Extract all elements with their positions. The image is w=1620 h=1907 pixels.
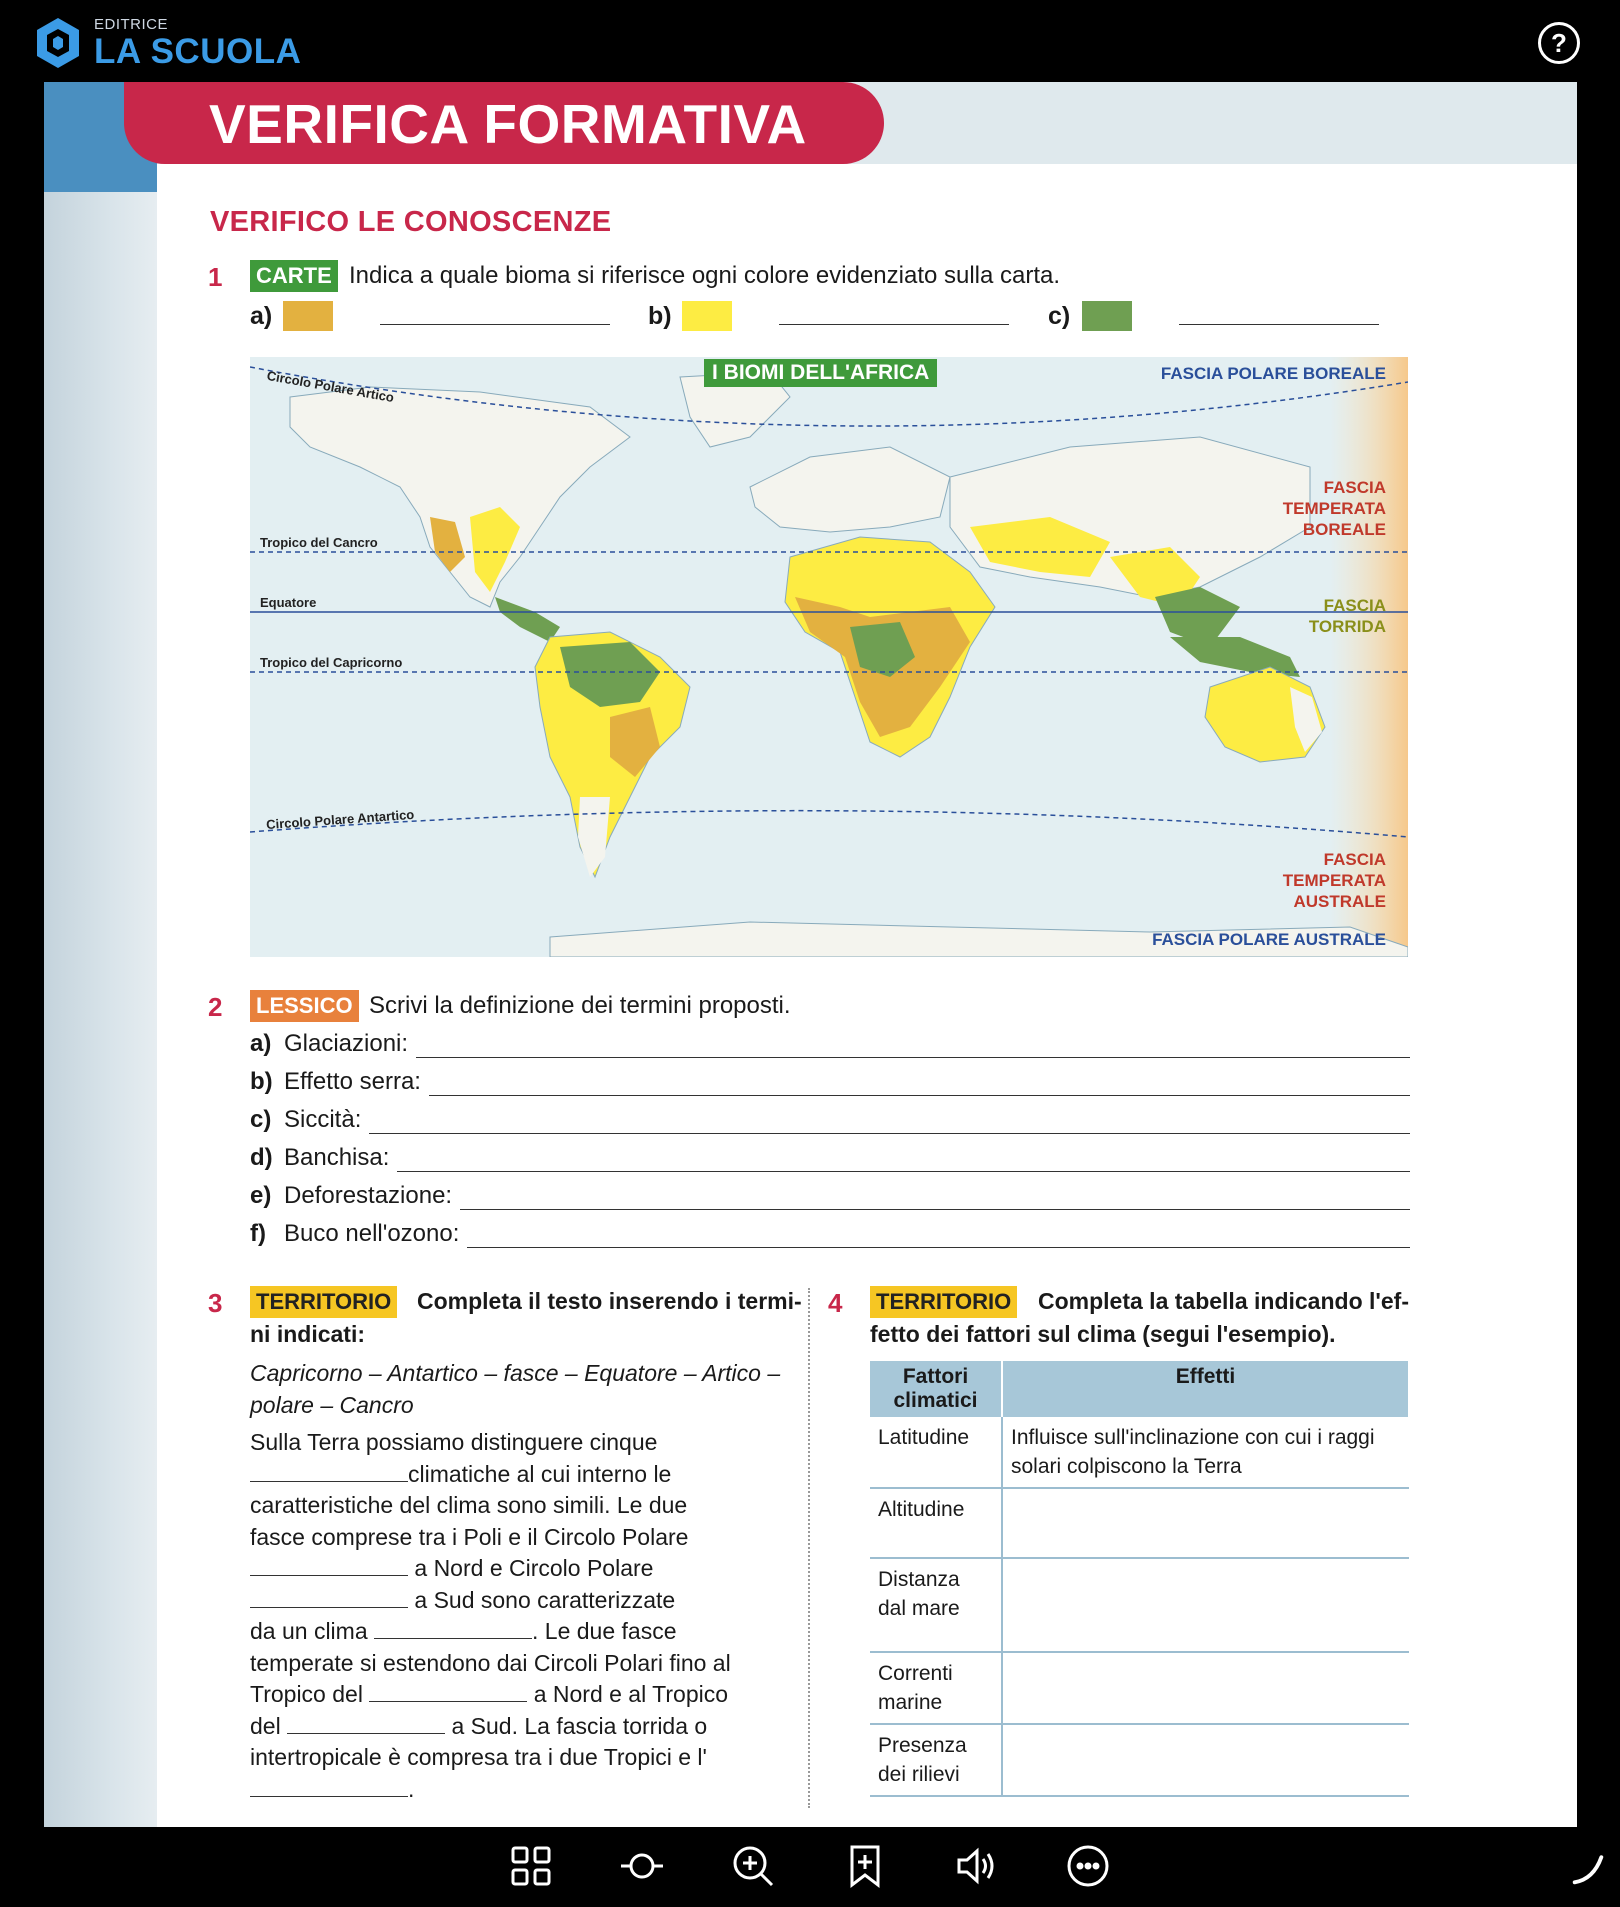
question-number-2: 2 — [208, 992, 223, 1022]
answer-blank-a[interactable] — [380, 324, 610, 325]
world-biome-map — [250, 357, 1408, 957]
blank-artico[interactable] — [250, 1555, 408, 1576]
swatch-b — [682, 301, 732, 331]
question-4-text-1: Completa la tabella indicando l'ef- — [1038, 1288, 1409, 1314]
pen-icon[interactable] — [1570, 1851, 1606, 1887]
more-icon[interactable] — [1065, 1843, 1111, 1889]
brand-small: EDITRICE — [94, 16, 169, 33]
option-a-label: a) — [250, 302, 273, 330]
definition-row-b[interactable]: b) Effetto serra: — [250, 1068, 1410, 1096]
blank-antartico[interactable] — [250, 1587, 408, 1608]
question-number-1: 1 — [208, 262, 223, 292]
effect-cell-currents[interactable] — [1002, 1652, 1409, 1724]
tropic-cancer-label: Tropico del Cancro — [260, 535, 378, 550]
hexagon-logo-icon — [34, 16, 82, 70]
bottom-toolbar — [0, 1827, 1620, 1907]
section-title: VERIFICO LE CONOSCENZE — [210, 206, 612, 238]
blank-polare[interactable] — [374, 1618, 532, 1639]
question-number-4: 4 — [828, 1288, 843, 1318]
definition-row-d[interactable]: d) Banchisa: — [250, 1144, 1410, 1172]
answer-blank-c[interactable] — [1179, 324, 1379, 325]
effect-cell-reliefs[interactable] — [1002, 1724, 1409, 1796]
table-row: Correnti marine — [870, 1652, 1409, 1724]
definition-row-f[interactable]: f) Buco nell'ozono: — [250, 1220, 1410, 1248]
tag-carte: CARTE — [250, 260, 338, 292]
zone-temperate-north: FASCIA TEMPERATA BOREALE — [1282, 478, 1386, 539]
brightness-icon[interactable] — [619, 1843, 665, 1889]
option-c-label: c) — [1048, 302, 1071, 330]
question-number-3: 3 — [208, 1288, 223, 1318]
tag-territorio-3: TERRITORIO — [250, 1286, 397, 1318]
top-bar — [0, 0, 1620, 82]
effect-cell-altitude[interactable] — [1002, 1488, 1409, 1558]
antarctic-circle-label: Circolo Polare Antartico — [265, 806, 415, 833]
blank-fasce[interactable] — [250, 1461, 408, 1482]
option-b-label: b) — [648, 302, 672, 330]
fill-in-text: Capricorno – Antartico – fasce – Equatore – Artico – polare – Cancro Sulla Terra possiamo distinguere cinque climatiche al cui interno le caratteristiche del clima sono simili. Le due fasce comprese tra i Poli e il Circolo Polare a Nord e Circolo Polare a Sud sono caratterizzate da un clima . Le due fasce temperate si estendono dai Circoli Polari fino al Tropico del a Nord e al Tropico del a Sud. La fascia torrida o intertropicale è compresa tra i due Tropici e l' . — [250, 1360, 781, 1802]
table-row: Altitudine — [870, 1488, 1409, 1558]
blank-cancro[interactable] — [369, 1681, 527, 1702]
question-3-text-1: Completa il testo inserendo i termi- — [417, 1288, 802, 1314]
tag-lessico: LESSICO — [250, 990, 359, 1022]
zone-polar-south: FASCIA POLARE AUSTRALE — [1152, 930, 1386, 949]
definition-row-e[interactable]: e) Deforestazione: — [250, 1182, 1410, 1210]
grid-icon[interactable] — [508, 1843, 554, 1889]
table-row: Latitudine Influisce sull'inclinazione con cui i raggi solari colpiscono la Terra — [870, 1417, 1409, 1488]
definition-row-c[interactable]: c) Siccità: — [250, 1106, 1410, 1134]
blank-capricorno[interactable] — [287, 1713, 445, 1734]
answer-blank-b[interactable] — [779, 324, 1009, 325]
publisher-logo — [34, 16, 301, 70]
zoom-in-icon[interactable] — [730, 1843, 776, 1889]
zone-temperate-south: FASCIA TEMPERATA AUSTRALE — [1282, 850, 1386, 911]
map-graphic — [250, 357, 1408, 957]
tag-territorio-4: TERRITORIO — [870, 1286, 1017, 1318]
tropic-capricorn-label: Tropico del Capricorno — [260, 655, 403, 670]
swatch-a — [283, 301, 333, 331]
question-3-text-2: ni indicati: — [250, 1321, 365, 1347]
question-4-text-2: fetto dei fattori sul clima (segui l'esempio). — [870, 1321, 1336, 1347]
definition-row-a[interactable]: a) Glaciazioni: — [250, 1030, 1410, 1058]
blank-equatore[interactable] — [250, 1776, 408, 1797]
arctic-circle-label: Circolo Polare Artico — [265, 367, 396, 406]
table-row: Presenza dei rilievi — [870, 1724, 1409, 1796]
speaker-icon[interactable] — [953, 1843, 999, 1889]
swatch-c — [1082, 301, 1132, 331]
page-margin — [44, 82, 157, 1827]
effect-cell-distance[interactable] — [1002, 1558, 1409, 1652]
table-row: Distanza dal mare — [870, 1558, 1409, 1652]
question-1-text: Indica a quale bioma si riferisce ogni colore evidenziato sulla carta. — [349, 262, 1061, 289]
bookmark-add-icon[interactable] — [842, 1843, 888, 1889]
equator-label: Equatore — [260, 595, 317, 610]
climate-factors-table — [870, 1361, 1410, 1797]
question-2-text: Scrivi la definizione dei termini proposti. — [369, 992, 791, 1019]
table-header-factors: Fattori climatici — [870, 1361, 1002, 1417]
map-title: I BIOMI DELL'AFRICA — [704, 359, 937, 387]
zone-polar-north: FASCIA POLARE BOREALE — [1160, 364, 1386, 383]
page-title: VERIFICA FORMATIVA — [209, 93, 807, 155]
zone-torrid: FASCIA TORRIDA — [1308, 596, 1386, 636]
help-button[interactable]: ? — [1538, 22, 1580, 64]
column-divider — [808, 1288, 810, 1808]
brand-name: LA SCUOLA — [94, 32, 302, 71]
table-header-effects: Effetti — [1002, 1361, 1409, 1417]
